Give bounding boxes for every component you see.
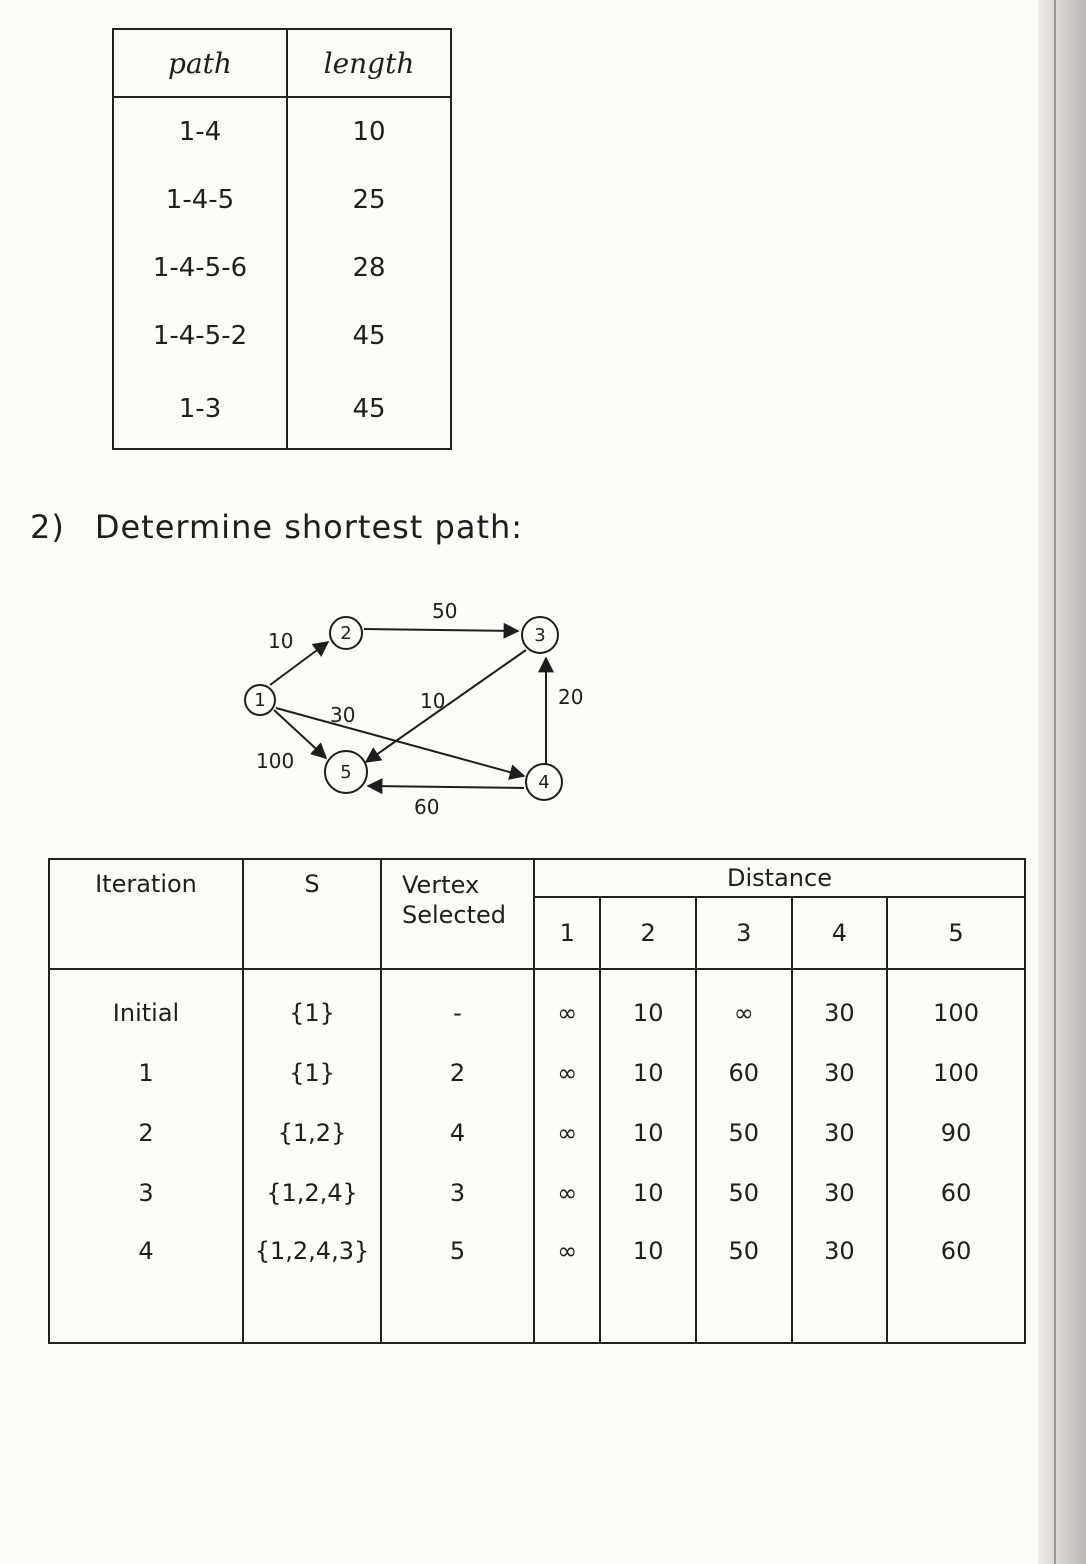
iteration-header: Iteration (49, 859, 243, 969)
length-cell: 45 (287, 370, 451, 449)
distance-cell: 50 (696, 1163, 792, 1223)
dijkstra-iteration-table (48, 858, 1026, 1344)
path-cell: 1-3 (113, 370, 287, 449)
vertex-selected-line1: Vertex (402, 871, 480, 899)
length-cell: 10 (287, 97, 451, 166)
distance-cell: 30 (792, 1163, 888, 1223)
distance-cell: 60 (887, 1163, 1025, 1223)
distance-cell: 60 (696, 1043, 792, 1103)
length-header: length (287, 29, 451, 97)
table-row (113, 234, 451, 302)
table-row (49, 1103, 1025, 1163)
table-row (49, 1223, 1025, 1343)
vertex-cell: - (381, 969, 534, 1043)
path-length-table (112, 28, 452, 450)
distance-cell: 100 (887, 969, 1025, 1043)
table-row (49, 1043, 1025, 1103)
graph-node-5 (325, 751, 367, 793)
edge-4-5 (368, 786, 524, 788)
table-row (49, 969, 1025, 1043)
distance-cell: 100 (887, 1043, 1025, 1103)
distance-cell: 10 (600, 1043, 696, 1103)
vertex-selected-header (381, 859, 534, 969)
iteration-cell: 1 (49, 1043, 243, 1103)
question-number: 2) (30, 508, 65, 546)
edge-weight-4-3: 20 (558, 685, 584, 709)
distance-cell: 50 (696, 1223, 792, 1343)
node-label: 3 (534, 625, 546, 646)
table-row (49, 1163, 1025, 1223)
table-row (113, 166, 451, 234)
path-cell: 1-4-5 (113, 166, 287, 234)
path-cell: 1-4-5-2 (113, 302, 287, 370)
graph-node-1 (245, 685, 275, 715)
path-table-header-row (113, 29, 451, 97)
distance-cell: 60 (887, 1223, 1025, 1343)
distance-col-4: 4 (792, 897, 888, 969)
distance-col-2: 2 (600, 897, 696, 969)
s-cell: {1,2} (243, 1103, 381, 1163)
node-label: 5 (340, 762, 352, 783)
s-cell: {1} (243, 1043, 381, 1103)
path-header: path (113, 29, 287, 97)
distance-cell: 90 (887, 1103, 1025, 1163)
edge-weight-1-2: 10 (268, 629, 294, 653)
distance-cell: ∞ (534, 1043, 600, 1103)
s-cell: {1,2,4,3} (243, 1223, 381, 1343)
edge-weight-3-5: 10 (420, 689, 446, 713)
distance-cell: ∞ (534, 1103, 600, 1163)
s-cell: {1,2,4} (243, 1163, 381, 1223)
node-label: 1 (254, 690, 266, 711)
vertex-cell: 4 (381, 1103, 534, 1163)
graph-node-4 (526, 764, 562, 800)
question-text: Determine shortest path: (94, 508, 524, 546)
table-row (113, 370, 451, 449)
graph-node-3 (522, 617, 558, 653)
length-cell: 45 (287, 302, 451, 370)
node-label: 2 (340, 623, 352, 644)
path-cell: 1-4 (113, 97, 287, 166)
edge-weight-4-5: 60 (414, 795, 440, 819)
iteration-cell: 4 (49, 1223, 243, 1343)
distance-cell: ∞ (534, 1223, 600, 1343)
directed-graph (220, 590, 620, 830)
distance-cell: 10 (600, 969, 696, 1043)
distance-cell: 10 (600, 1103, 696, 1163)
vertex-cell: 2 (381, 1043, 534, 1103)
table-row (113, 97, 451, 166)
distance-cell: 30 (792, 1223, 888, 1343)
distance-col-5: 5 (887, 897, 1025, 969)
question-heading (30, 508, 523, 546)
distance-cell: ∞ (534, 1163, 600, 1223)
edge-3-5 (366, 650, 526, 762)
edge-2-3 (364, 629, 518, 631)
edge-weight-2-3: 50 (432, 599, 458, 623)
iteration-cell: Initial (49, 969, 243, 1043)
vertex-cell: 3 (381, 1163, 534, 1223)
page-edge-line (1054, 0, 1056, 1564)
graph-node-2 (330, 617, 362, 649)
length-cell: 28 (287, 234, 451, 302)
edge-weight-1-4: 30 (330, 703, 356, 727)
edge-1-4 (276, 708, 524, 776)
distance-header: Distance (534, 859, 1025, 897)
table-row (113, 302, 451, 370)
page-edge-shadow (1038, 0, 1086, 1564)
path-cell: 1-4-5-6 (113, 234, 287, 302)
distance-cell: 30 (792, 1043, 888, 1103)
distance-cell: ∞ (534, 969, 600, 1043)
distance-cell: 10 (600, 1163, 696, 1223)
node-label: 4 (538, 772, 550, 793)
distance-col-1: 1 (534, 897, 600, 969)
header-row-top (49, 859, 1025, 897)
distance-cell: 10 (600, 1223, 696, 1343)
vertex-cell: 5 (381, 1223, 534, 1343)
distance-cell: 30 (792, 1103, 888, 1163)
s-cell: {1} (243, 969, 381, 1043)
distance-cell: 30 (792, 969, 888, 1043)
s-header: S (243, 859, 381, 969)
length-cell: 25 (287, 166, 451, 234)
distance-col-3: 3 (696, 897, 792, 969)
distance-cell: ∞ (696, 969, 792, 1043)
distance-cell: 50 (696, 1103, 792, 1163)
vertex-selected-line2: Selected (402, 901, 507, 929)
iteration-cell: 2 (49, 1103, 243, 1163)
iteration-cell: 3 (49, 1163, 243, 1223)
edge-weight-1-5: 100 (256, 749, 295, 773)
